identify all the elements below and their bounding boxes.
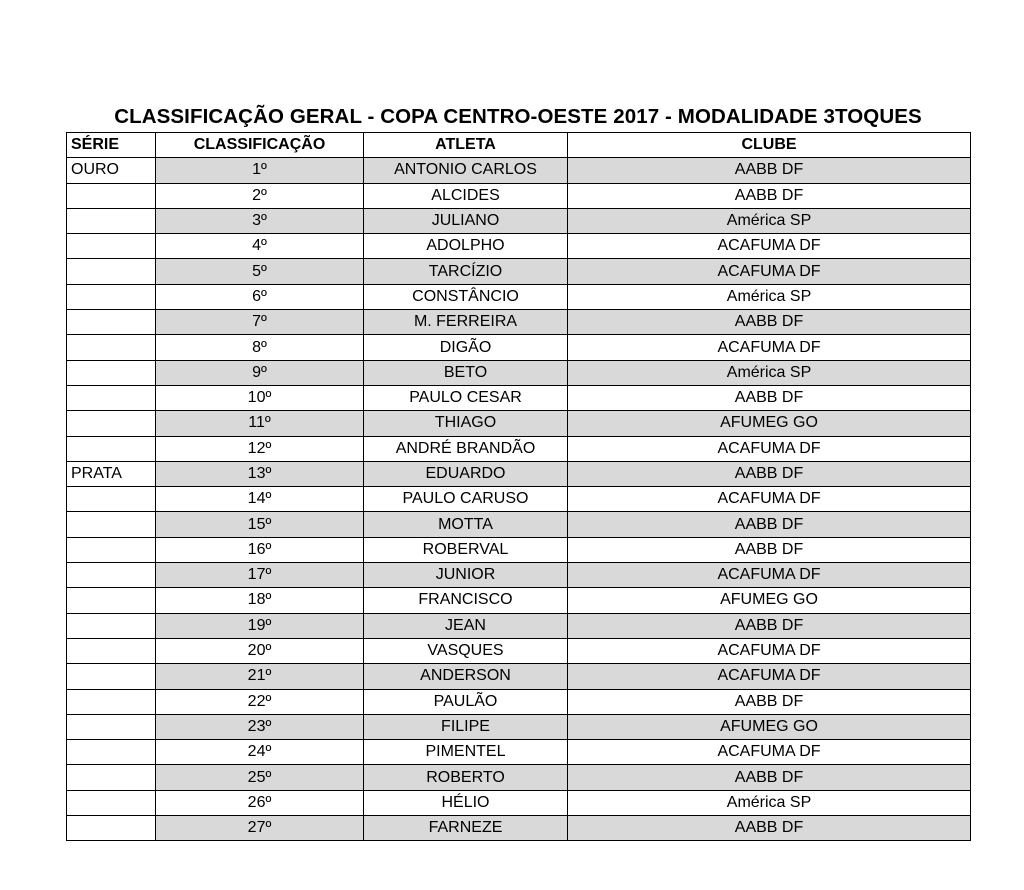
cell-serie (67, 411, 156, 436)
cell-serie (67, 563, 156, 588)
cell-clube: AABB DF (568, 689, 971, 714)
table-row (67, 208, 971, 233)
cell-atleta: FARNEZE (364, 816, 568, 841)
cell-classificacao: 10º (156, 385, 364, 410)
cell-atleta: ANDERSON (364, 664, 568, 689)
cell-serie (67, 588, 156, 613)
cell-clube: AABB DF (568, 816, 971, 841)
table-row (67, 740, 971, 765)
table-row (67, 816, 971, 841)
table-row (67, 790, 971, 815)
cell-clube: ACAFUMA DF (568, 259, 971, 284)
cell-clube: América SP (568, 790, 971, 815)
cell-clube: AABB DF (568, 537, 971, 562)
cell-clube: AABB DF (568, 461, 971, 486)
table-row (67, 512, 971, 537)
cell-clube: América SP (568, 208, 971, 233)
cell-atleta: M. FERREIRA (364, 310, 568, 335)
table-row (67, 183, 971, 208)
cell-classificacao: 6º (156, 284, 364, 309)
cell-classificacao: 15º (156, 512, 364, 537)
cell-atleta: ANDRÉ BRANDÃO (364, 436, 568, 461)
cell-clube: AABB DF (568, 385, 971, 410)
cell-clube: ACAFUMA DF (568, 335, 971, 360)
cell-classificacao: 25º (156, 765, 364, 790)
cell-serie (67, 360, 156, 385)
cell-classificacao: 3º (156, 208, 364, 233)
table-row (67, 158, 971, 183)
cell-serie (67, 512, 156, 537)
cell-atleta: MOTTA (364, 512, 568, 537)
cell-clube: AABB DF (568, 613, 971, 638)
cell-serie (67, 537, 156, 562)
cell-classificacao: 22º (156, 689, 364, 714)
table-row (67, 563, 971, 588)
table-row (67, 613, 971, 638)
header-serie: SÉRIE (67, 133, 156, 158)
cell-classificacao: 18º (156, 588, 364, 613)
cell-serie (67, 259, 156, 284)
cell-classificacao: 23º (156, 714, 364, 739)
table-row (67, 638, 971, 663)
cell-atleta: JULIANO (364, 208, 568, 233)
ranking-table-body (67, 158, 971, 841)
table-row (67, 664, 971, 689)
cell-classificacao: 9º (156, 360, 364, 385)
cell-classificacao: 12º (156, 436, 364, 461)
table-row (67, 234, 971, 259)
header-classificacao: CLASSIFICAÇÃO (156, 133, 364, 158)
cell-clube: ACAFUMA DF (568, 638, 971, 663)
cell-serie (67, 664, 156, 689)
table-row (67, 461, 971, 486)
cell-classificacao: 27º (156, 816, 364, 841)
table-row (67, 436, 971, 461)
cell-atleta: FRANCISCO (364, 588, 568, 613)
cell-atleta: ROBERTO (364, 765, 568, 790)
cell-atleta: PAULO CARUSO (364, 487, 568, 512)
cell-atleta: PAULO CESAR (364, 385, 568, 410)
cell-clube: ACAFUMA DF (568, 740, 971, 765)
cell-serie (67, 234, 156, 259)
cell-serie (67, 284, 156, 309)
table-row (67, 284, 971, 309)
cell-classificacao: 2º (156, 183, 364, 208)
cell-serie (67, 487, 156, 512)
cell-atleta: ALCIDES (364, 183, 568, 208)
cell-serie (67, 335, 156, 360)
cell-clube: AABB DF (568, 765, 971, 790)
cell-serie (67, 714, 156, 739)
cell-serie (67, 208, 156, 233)
cell-serie: PRATA (67, 461, 156, 486)
table-row (67, 689, 971, 714)
cell-clube: AFUMEG GO (568, 588, 971, 613)
table-row (67, 310, 971, 335)
table-row (67, 537, 971, 562)
cell-classificacao: 11º (156, 411, 364, 436)
cell-atleta: EDUARDO (364, 461, 568, 486)
cell-clube: AFUMEG GO (568, 411, 971, 436)
cell-atleta: PAULÃO (364, 689, 568, 714)
table-row (67, 487, 971, 512)
header-clube: CLUBE (568, 133, 971, 158)
cell-atleta: TARCÍZIO (364, 259, 568, 284)
cell-atleta: FILIPE (364, 714, 568, 739)
cell-classificacao: 21º (156, 664, 364, 689)
cell-atleta: JUNIOR (364, 563, 568, 588)
cell-atleta: VASQUES (364, 638, 568, 663)
table-row (67, 335, 971, 360)
cell-classificacao: 20º (156, 638, 364, 663)
table-row (67, 714, 971, 739)
cell-atleta: BETO (364, 360, 568, 385)
cell-classificacao: 13º (156, 461, 364, 486)
cell-classificacao: 1º (156, 158, 364, 183)
header-atleta: ATLETA (364, 133, 568, 158)
cell-serie (67, 613, 156, 638)
cell-serie (67, 385, 156, 410)
ranking-table (66, 132, 971, 841)
table-header-row (67, 133, 971, 158)
cell-classificacao: 7º (156, 310, 364, 335)
cell-atleta: DIGÃO (364, 335, 568, 360)
cell-classificacao: 19º (156, 613, 364, 638)
cell-clube: ACAFUMA DF (568, 234, 971, 259)
cell-clube: AABB DF (568, 512, 971, 537)
cell-classificacao: 16º (156, 537, 364, 562)
cell-serie (67, 816, 156, 841)
cell-serie (67, 790, 156, 815)
cell-atleta: JEAN (364, 613, 568, 638)
cell-clube: ACAFUMA DF (568, 563, 971, 588)
cell-atleta: THIAGO (364, 411, 568, 436)
cell-serie (67, 740, 156, 765)
cell-classificacao: 4º (156, 234, 364, 259)
cell-classificacao: 5º (156, 259, 364, 284)
cell-atleta: ROBERVAL (364, 537, 568, 562)
cell-serie (67, 310, 156, 335)
cell-classificacao: 24º (156, 740, 364, 765)
cell-clube: AFUMEG GO (568, 714, 971, 739)
cell-atleta: CONSTÂNCIO (364, 284, 568, 309)
cell-clube: América SP (568, 360, 971, 385)
cell-classificacao: 8º (156, 335, 364, 360)
cell-clube: ACAFUMA DF (568, 487, 971, 512)
document-title: CLASSIFICAÇÃO GERAL - COPA CENTRO-OESTE 2017 - MODALIDADE 3TOQUES (114, 105, 922, 128)
table-row (67, 588, 971, 613)
cell-clube: ACAFUMA DF (568, 664, 971, 689)
table-row (67, 411, 971, 436)
cell-clube: ACAFUMA DF (568, 436, 971, 461)
cell-serie (67, 689, 156, 714)
cell-clube: América SP (568, 284, 971, 309)
cell-atleta: ADOLPHO (364, 234, 568, 259)
cell-classificacao: 17º (156, 563, 364, 588)
table-row (67, 360, 971, 385)
cell-atleta: ANTONIO CARLOS (364, 158, 568, 183)
cell-clube: AABB DF (568, 310, 971, 335)
table-row (67, 259, 971, 284)
cell-clube: AABB DF (568, 158, 971, 183)
cell-serie: OURO (67, 158, 156, 183)
cell-classificacao: 14º (156, 487, 364, 512)
cell-atleta: PIMENTEL (364, 740, 568, 765)
cell-serie (67, 765, 156, 790)
table-row (67, 385, 971, 410)
cell-clube: AABB DF (568, 183, 971, 208)
cell-serie (67, 638, 156, 663)
cell-serie (67, 436, 156, 461)
table-row (67, 765, 971, 790)
cell-atleta: HÉLIO (364, 790, 568, 815)
cell-serie (67, 183, 156, 208)
cell-classificacao: 26º (156, 790, 364, 815)
